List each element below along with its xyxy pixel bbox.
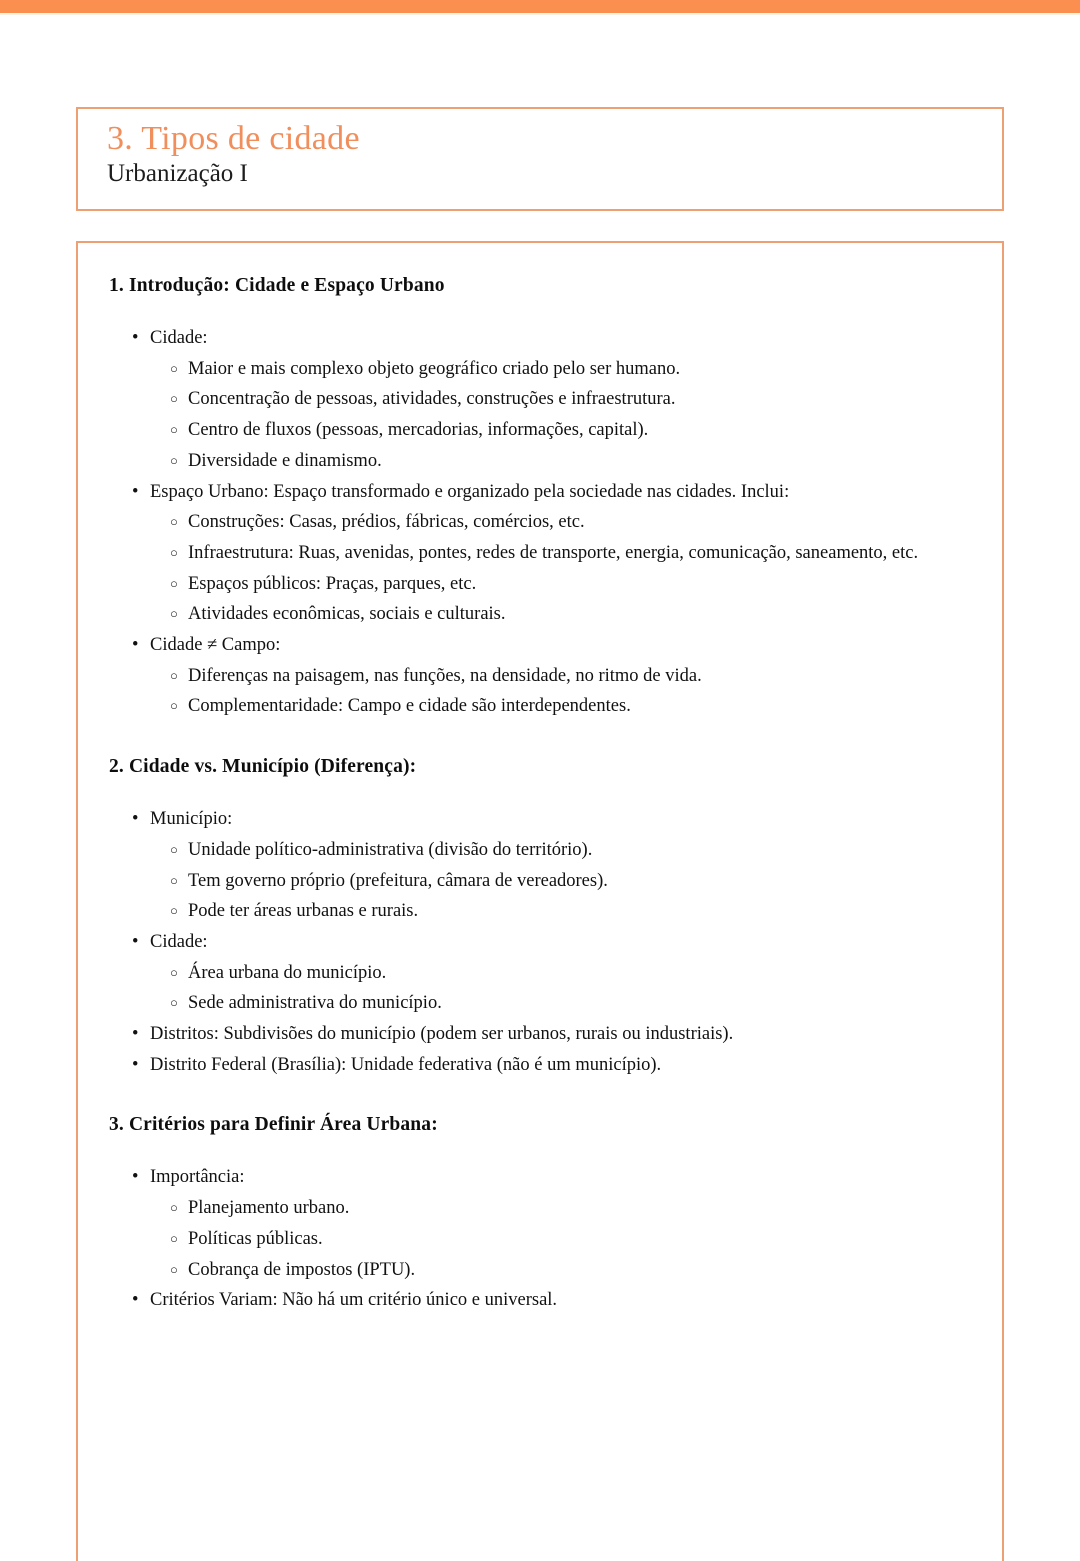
bullet-list-level-1	[109, 323, 968, 722]
sub-list-item	[150, 988, 968, 1019]
top-accent-bar	[0, 0, 1080, 13]
section-heading: 2. Cidade vs. Município (Diferença):	[109, 756, 417, 778]
sub-list-item-label: Unidade político-administrativa (divisão do território).	[188, 839, 593, 860]
bullet-list-level-1	[109, 804, 968, 1080]
circle-bullet-icon: ○	[170, 841, 178, 857]
disc-bullet-icon: •	[132, 1024, 139, 1045]
list-item-label: Distrito Federal (Brasília): Unidade federativa (não é um município).	[150, 1054, 662, 1075]
sub-list-item	[150, 1255, 968, 1286]
sub-list-item-label: Pode ter áreas urbanas e rurais.	[188, 901, 419, 922]
list-item	[109, 323, 968, 477]
sub-list-item	[150, 507, 968, 538]
sub-list-item	[150, 1224, 968, 1255]
sub-list-item-label: Maior e mais complexo objeto geográfico criado pelo ser humano.	[188, 358, 681, 379]
disc-bullet-icon: •	[132, 1054, 139, 1075]
circle-bullet-icon: ○	[170, 575, 178, 591]
list-item-label: Cidade ≠ Campo:	[150, 635, 281, 656]
disc-bullet-icon: •	[132, 328, 139, 348]
sub-list-item	[150, 691, 968, 722]
sub-list-item	[150, 958, 968, 989]
list-item-label: Município:	[150, 809, 233, 830]
sub-list-item-label: Diferenças na paisagem, nas funções, na densidade, no ritmo de vida.	[188, 665, 702, 686]
sub-list-item-label: Infraestrutura: Ruas, avenidas, pontes, redes de transporte, energia, comunicação, saneamento, etc.	[188, 542, 919, 563]
circle-bullet-icon: ○	[170, 1230, 178, 1246]
circle-bullet-icon: ○	[170, 544, 178, 560]
sub-list-item	[150, 538, 968, 569]
circle-bullet-icon: ○	[170, 360, 178, 376]
sub-list-item	[150, 599, 968, 630]
bullet-list-level-2	[150, 661, 968, 722]
list-item	[109, 1050, 968, 1081]
circle-bullet-icon: ○	[170, 422, 178, 438]
list-item	[109, 1162, 968, 1285]
list-item-label: Critérios Variam: Não há um critério único e universal.	[150, 1290, 558, 1311]
sub-list-item	[150, 835, 968, 866]
sub-list-item	[150, 866, 968, 897]
sub-list-item	[150, 661, 968, 692]
top-accent-bar-shadow	[0, 13, 1080, 15]
list-item-label: Cidade:	[150, 931, 208, 952]
bullet-list-level-2	[150, 835, 968, 927]
section	[109, 1114, 968, 1316]
list-item-label: Importância:	[150, 1167, 245, 1188]
sub-list-item-label: Políticas públicas.	[188, 1228, 323, 1249]
sub-list-item	[150, 354, 968, 385]
list-item	[109, 630, 968, 722]
sub-list-item-label: Atividades econômicas, sociais e culturais.	[188, 604, 506, 625]
disc-bullet-icon: •	[132, 1290, 139, 1311]
bullet-list-level-2	[150, 354, 968, 477]
title-box	[76, 107, 1004, 211]
list-item-label: Distritos: Subdivisões do município (podem ser urbanos, rurais ou industriais).	[150, 1024, 734, 1045]
circle-bullet-icon: ○	[170, 698, 178, 714]
sub-list-item-label: Diversidade e dinamismo.	[188, 450, 382, 471]
sub-list-item	[150, 569, 968, 600]
sub-list-item-label: Área urbana do município.	[188, 962, 387, 983]
sub-list-item-label: Centro de fluxos (pessoas, mercadorias, informações, capital).	[188, 420, 649, 441]
section-heading: 1. Introdução: Cidade e Espaço Urbano	[109, 275, 445, 296]
list-item	[109, 804, 968, 927]
list-item-label: Espaço Urbano: Espaço transformado e organizado pela sociedade nas cidades. Inclui:	[150, 481, 790, 502]
page-subtitle: Urbanização I	[107, 159, 248, 187]
bullet-list-level-2	[150, 507, 968, 630]
content-box	[76, 241, 1004, 1561]
circle-bullet-icon: ○	[170, 903, 178, 919]
list-item	[109, 927, 968, 1019]
disc-bullet-icon: •	[132, 931, 139, 952]
circle-bullet-icon: ○	[170, 514, 178, 530]
circle-bullet-icon: ○	[170, 872, 178, 888]
title-box-inner	[78, 109, 1002, 188]
section-heading: 3. Critérios para Definir Área Urbana:	[109, 1114, 438, 1136]
sub-list-item-label: Tem governo próprio (prefeitura, câmara de vereadores).	[188, 870, 608, 891]
sub-list-item	[150, 446, 968, 477]
sub-list-item-label: Cobrança de impostos (IPTU).	[188, 1259, 416, 1280]
sub-list-item-label: Espaços públicos: Praças, parques, etc.	[188, 573, 477, 594]
disc-bullet-icon: •	[132, 809, 139, 830]
disc-bullet-icon: •	[132, 1167, 139, 1188]
circle-bullet-icon: ○	[170, 995, 178, 1011]
list-item	[109, 1019, 968, 1050]
sub-list-item	[150, 384, 968, 415]
sub-list-item	[150, 896, 968, 927]
disc-bullet-icon: •	[132, 635, 139, 656]
circle-bullet-icon: ○	[170, 667, 178, 683]
sub-list-item-label: Sede administrativa do município.	[188, 993, 442, 1014]
circle-bullet-icon: ○	[170, 964, 178, 980]
sub-list-item	[150, 1193, 968, 1224]
list-item	[109, 477, 968, 631]
sub-list-item-label: Complementaridade: Campo e cidade são interdependentes.	[188, 696, 631, 717]
circle-bullet-icon: ○	[170, 606, 178, 622]
bullet-list-level-2	[150, 1193, 968, 1285]
disc-bullet-icon: •	[132, 481, 139, 502]
sub-list-item-label: Planejamento urbano.	[188, 1198, 350, 1219]
bullet-list-level-2	[150, 958, 968, 1019]
sub-list-item-label: Construções: Casas, prédios, fábricas, comércios, etc.	[188, 512, 585, 533]
list-item	[109, 1285, 968, 1316]
sub-list-item-label: Concentração de pessoas, atividades, construções e infraestrutura.	[188, 389, 676, 410]
section	[109, 275, 968, 722]
circle-bullet-icon: ○	[170, 1261, 178, 1277]
sub-list-item	[150, 415, 968, 446]
circle-bullet-icon: ○	[170, 452, 178, 468]
content-body	[78, 243, 1002, 1316]
circle-bullet-icon: ○	[170, 1200, 178, 1216]
page-title: 3. Tipos de cidade	[107, 120, 360, 157]
list-item-label: Cidade:	[150, 328, 208, 348]
bullet-list-level-1	[109, 1162, 968, 1316]
section	[109, 756, 968, 1080]
circle-bullet-icon: ○	[170, 391, 178, 407]
